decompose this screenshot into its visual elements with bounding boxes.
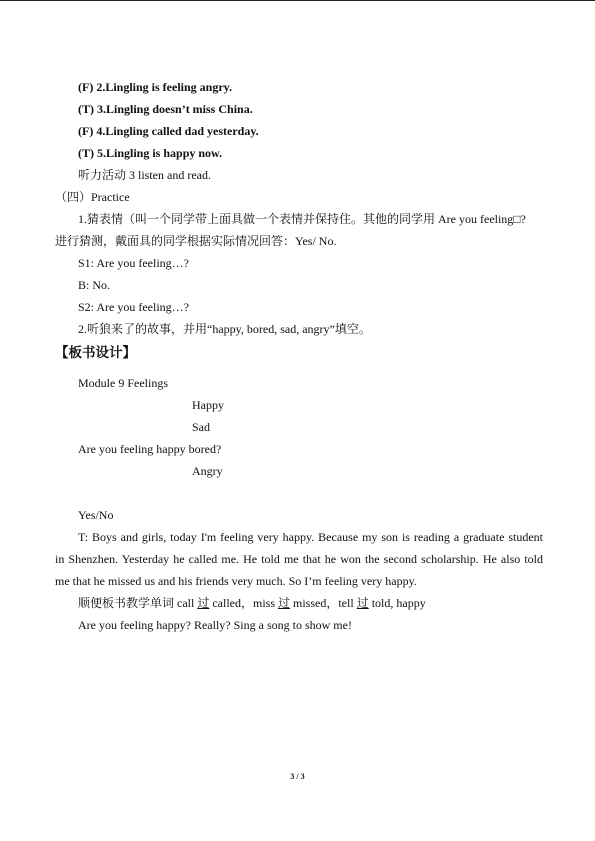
practice-item-1-line-2: 进行猜测，戴面具的同学根据实际情况回答：Yes/ No. [55,234,337,248]
vocab-called: called，miss [212,596,278,610]
teacher-talk-line-3: me that he missed us and his friends very much. So I’m feeling very happy. [55,574,417,588]
closing-line: Are you feeling happy? Really? Sing a song to show me! [78,618,352,632]
board-word-sad: Sad [192,420,210,434]
answer-3: (T) 3.Lingling doesn’t miss China. [78,102,253,116]
answer-4: (F) 4.Lingling called dad yesterday. [78,124,259,138]
vocab-line [78,596,426,610]
board-word-angry: Angry [192,464,223,478]
board-module-title: Module 9 Feelings [78,376,168,390]
board-question: Are you feeling happy bored? [78,442,222,456]
teacher-talk-line-2: in Shenzhen. Yesterday he called me. He told me that he won the second scholarship. He also told [55,552,543,566]
teacher-talk-line-1: T: Boys and girls, today I'm feeling very happy. Because my son is reading a graduate student [78,530,543,544]
vocab-guo-2: 过 [278,596,291,610]
vocab-guo-1: 过 [197,596,210,610]
practice-item-2: 2.听狼来了的故事，并用“happy, bored, sad, angry”填空。 [78,322,371,336]
page-number: 3 / 3 [290,772,305,781]
board-design-heading: 【板书设计】 [55,345,136,361]
answer-2: (F) 2.Lingling is feeling angry. [78,80,233,94]
vocab-told: told, happy [371,596,426,610]
vocab-guo-3: 过 [356,596,369,610]
page-top-border [0,0,595,1]
practice-item-1-line-1: 1.猜表情（叫一个同学带上面具做一个表情并保持住。其他的同学用 Are you feeling□? [78,212,526,226]
board-word-happy: Happy [192,398,224,412]
dialogue-s2: S2: Are you feeling…? [78,300,189,314]
dialogue-b: B: No. [78,278,111,292]
dialogue-s1: S1: Are you feeling…? [78,256,189,270]
answer-5: (T) 5.Lingling is happy now. [78,146,223,160]
section-practice-heading: （四）Practice [55,190,130,204]
listen-activity: 听力活动 3 listen and read. [78,168,211,182]
vocab-missed: missed，tell [293,596,357,610]
vocab-prefix: 顺便板书教学单词 call [78,596,198,610]
board-yes-no: Yes/No [78,508,114,522]
